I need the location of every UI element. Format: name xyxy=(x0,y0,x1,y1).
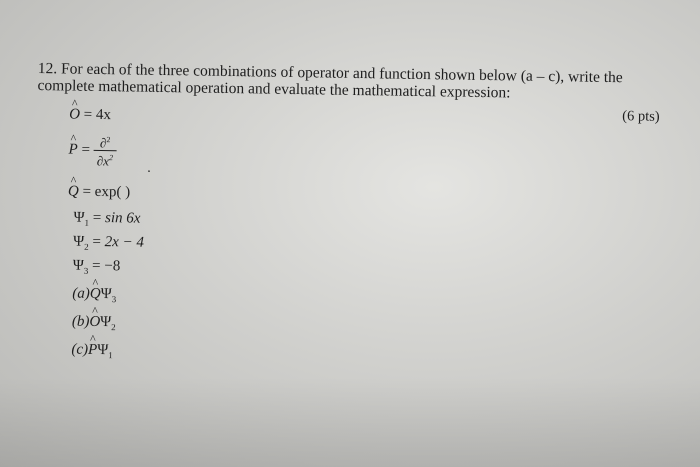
function-psi-1-value: sin 6x xyxy=(104,210,141,227)
part-c-operator: ^ P xyxy=(88,342,97,359)
part-c: (c)^ $P\Psi_1$ xyxy=(71,342,113,361)
points-label: (6 pts) xyxy=(622,108,660,125)
function-psi-3: $\Psi_3 = -8$ xyxy=(72,257,121,276)
function-psi-1: $\Psi_1 = \sin 6x$ xyxy=(73,209,141,228)
part-b-operator: ^ O xyxy=(89,314,100,331)
operator-p-definition: ^ P = $\frac{\partial^2}{\partial x^2}$ xyxy=(68,132,116,168)
function-psi-3-value: −8 xyxy=(104,258,121,275)
problem-number: 12. xyxy=(37,60,58,78)
part-a-label: (a) xyxy=(72,285,90,302)
operator-q-symbol: ^ Q xyxy=(68,183,79,200)
operator-p-numerator: ∂$^2$ xyxy=(94,133,116,152)
operator-p-fraction xyxy=(94,133,117,169)
operator-o-value: 4x xyxy=(95,106,112,124)
part-a: (a)^ $Q\Psi_3$ xyxy=(72,286,116,305)
part-a-operator: ^ Q xyxy=(90,286,101,303)
operator-o-symbol: ^ O xyxy=(69,106,80,123)
operator-q-value: exp( ) xyxy=(94,183,131,201)
stray-mark: . xyxy=(147,160,151,176)
problem-statement xyxy=(37,60,667,104)
part-c-label: (c) xyxy=(71,341,89,358)
operator-o-definition: ^ O = 4x xyxy=(69,106,111,124)
operator-q-definition: ^ Q = exp( ) xyxy=(68,183,130,201)
part-b: (b)^ $O\Psi_2$ xyxy=(72,314,116,333)
operator-p-symbol: ^ P xyxy=(68,142,77,159)
function-psi-2: $\Psi_2 = 2x - 4$ xyxy=(73,233,145,252)
function-psi-2-value: 2x − 4 xyxy=(104,234,145,251)
problem-sheet xyxy=(32,60,678,430)
problem-prompt: For each of the three combinations of operator and function shown below (a – c), write the complete mathematical operation and evaluate the mathematical expression: xyxy=(37,60,623,102)
part-b-label: (b) xyxy=(71,313,90,330)
operator-p-denominator: $\partial x^2$ xyxy=(96,153,114,169)
